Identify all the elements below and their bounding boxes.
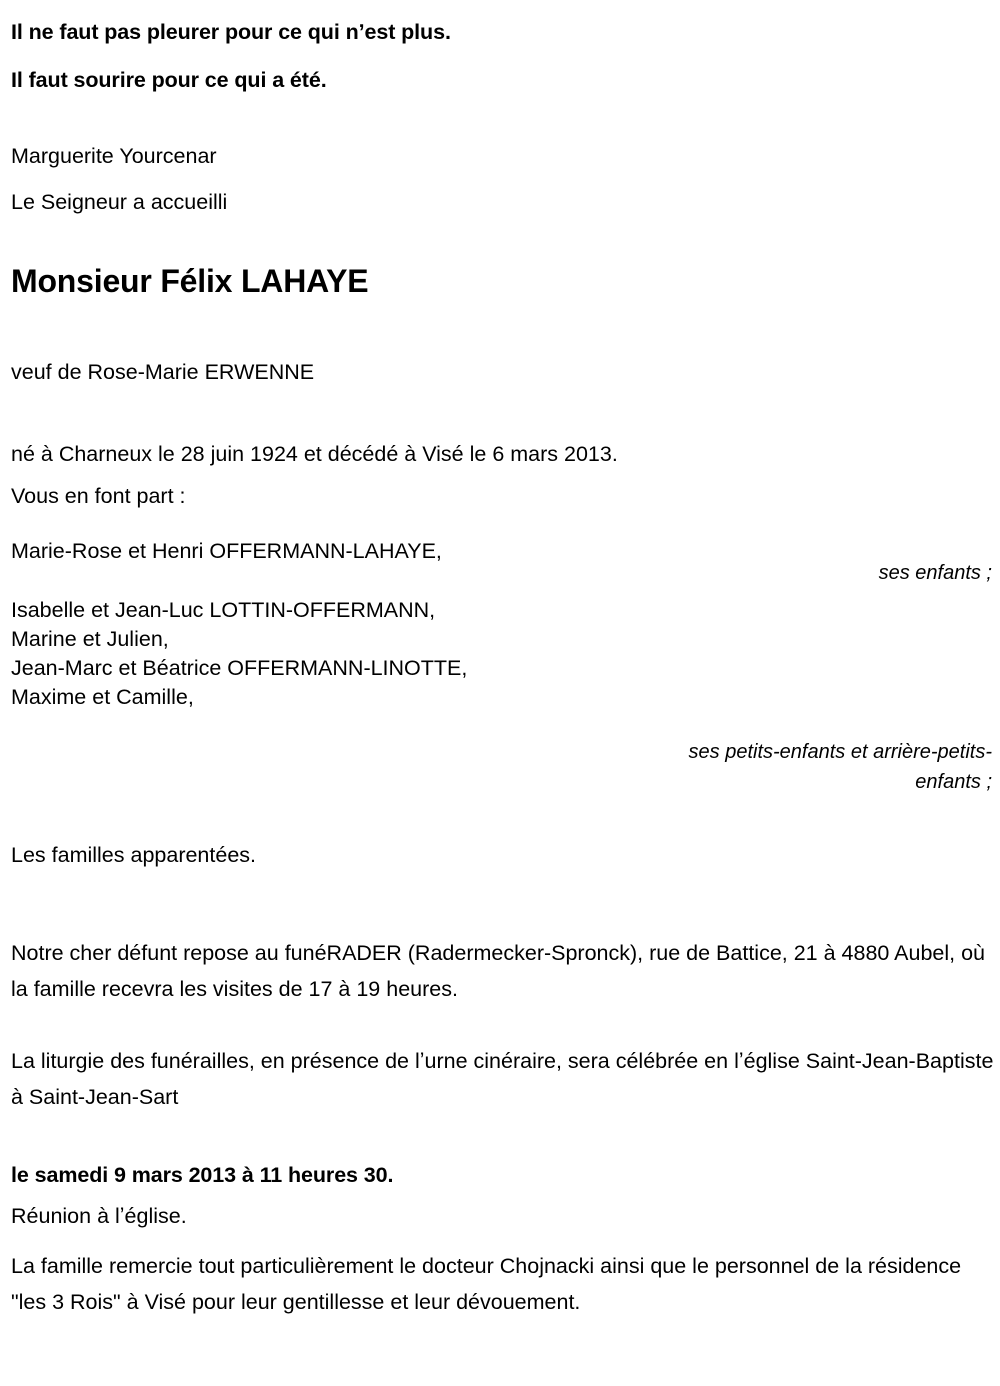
related-families: Les familles apparentées. <box>11 843 257 867</box>
caption-children: ses enfants ; <box>878 562 992 584</box>
list-item: Jean-Marc et Béatrice OFFERMANN-LINOTTE, <box>11 656 468 680</box>
family-group-grandchildren <box>11 596 467 712</box>
thanks-paragraph: La famille remercie tout particulièrement le docteur Chojnacki ainsi que le personnel de la résidence "les 3 Rois" à Visé pour leur gentillesse et leur dévouement. <box>11 1254 962 1314</box>
list-item: Marine et Julien, <box>11 627 169 651</box>
family-group-children <box>11 537 442 566</box>
religious-intro: Le Seigneur a accueilli <box>11 190 228 214</box>
quote-line-2: Il faut sourire pour ce qui a été. <box>11 68 327 92</box>
resting-place-paragraph: Notre cher défunt repose au funéRADER (Radermecker-Spronck), rue de Battice, 21 à 4880 Aubel, où la famille recevra les visites de 17 à 19 heures. <box>11 941 986 1001</box>
quote-author: Marguerite Yourcenar <box>11 144 217 168</box>
list-item: Maxime et Camille, <box>11 685 194 709</box>
gathering-note: Réunion à lʼéglise. <box>11 1204 187 1228</box>
attribution-block <box>11 133 227 225</box>
service-datetime: le samedi 9 mars 2013 à 11 heures 30. <box>11 1163 394 1187</box>
announcement-intro: Vous en font part : <box>11 484 186 508</box>
deceased-name: Monsieur Félix LAHAYE <box>11 263 369 299</box>
spouse-status: veuf de Rose-Marie ERWENNE <box>11 360 315 384</box>
list-item: Isabelle et Jean-Luc LOTTIN-OFFERMANN, <box>11 598 436 622</box>
quote-line-1: Il ne faut pas pleurer pour ce qui nʼest plus. <box>11 20 451 44</box>
caption-grandchildren: ses petits-enfants et arrière-petits-enfants ; <box>688 741 992 793</box>
liturgy-paragraph: La liturgie des funérailles, en présence de lʼurne cinéraire, sera célébrée en lʼéglise Saint-Jean-Baptiste à Saint-Jean-Sart <box>11 1049 994 1109</box>
list-item: Marie-Rose et Henri OFFERMANN-LAHAYE, <box>11 539 442 563</box>
birth-death-details: né à Charneux le 28 juin 1924 et décédé à Visé le 6 mars 2013. <box>11 442 618 466</box>
epigraph-quote <box>11 8 451 104</box>
